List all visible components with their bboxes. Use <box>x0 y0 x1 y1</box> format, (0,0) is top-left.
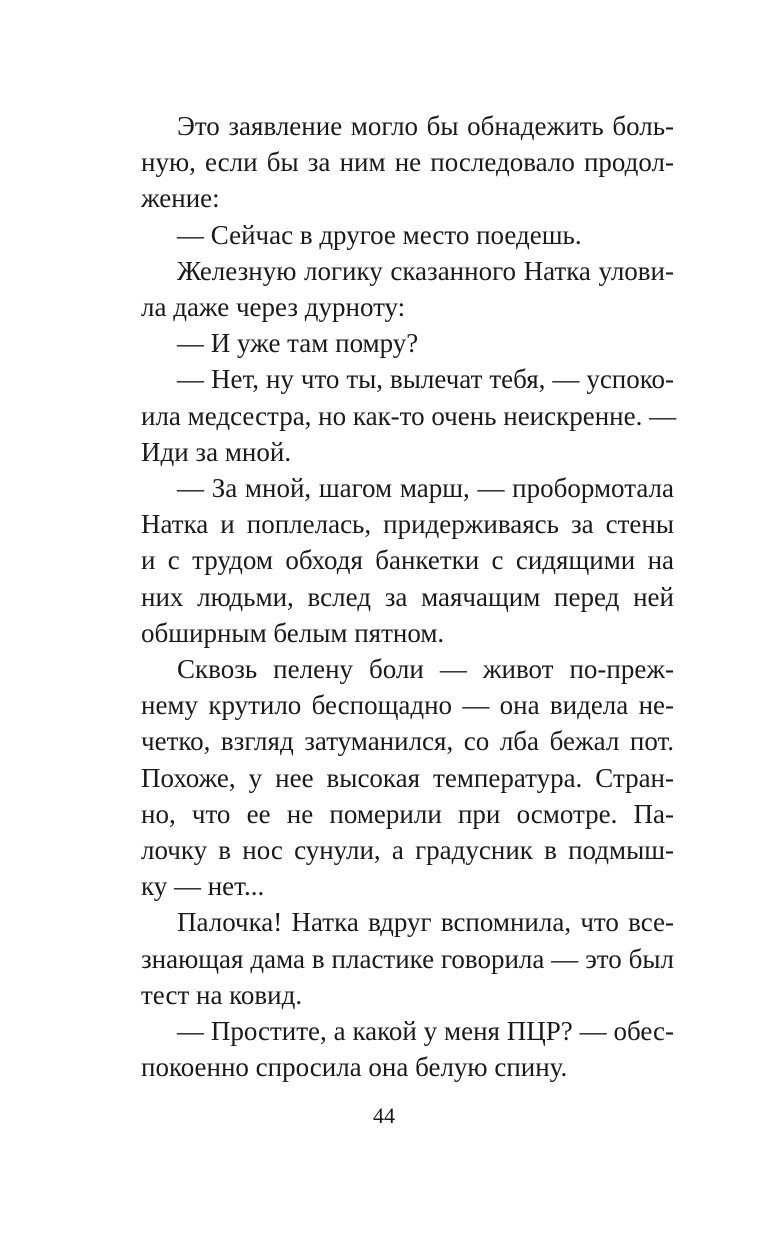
text-line: лочку в нос сунули, а градусник в подмыш- <box>141 835 674 866</box>
book-page-text <box>141 108 677 1085</box>
text-line: нему крутило беспощадно — она видела не- <box>141 690 674 721</box>
text-line: Натка и поплелась, придерживаясь за стены <box>141 509 674 540</box>
paragraph <box>141 253 674 325</box>
page-number: 44 <box>373 1103 395 1128</box>
text-line: — Нет, ну что ты, вылечат тебя, — успоко- <box>177 364 674 395</box>
text-line: ную, если бы за ним не последовало продол- <box>141 147 674 178</box>
text-line: ила медсестра, но как-то очень неискренне. — <box>141 400 677 431</box>
paragraph <box>141 217 674 253</box>
text-line: Сквозь пелену боли — живот по-преж- <box>177 654 674 685</box>
paragraph <box>141 651 674 904</box>
text-line: них людьми, вслед за маячащим перед ней <box>141 581 674 612</box>
paragraph <box>141 325 674 361</box>
paragraph <box>141 361 677 470</box>
text-line: — Сейчас в другое место поедешь. <box>177 219 582 250</box>
text-line: Железную логику сказанного Натка улови- <box>177 255 674 286</box>
text-line: Похоже, у нее высокая температура. Стран- <box>141 762 674 793</box>
text-line: тест на ковид. <box>141 979 303 1010</box>
text-line: обширным белым пятном. <box>141 617 445 648</box>
text-line: ку — нет... <box>141 871 265 902</box>
text-line: — И уже там помру? <box>177 328 419 359</box>
text-line: но, что ее не померили при осмотре. Па- <box>141 798 674 829</box>
text-line: — За мной, шагом марш, — пробормотала <box>177 473 674 504</box>
paragraph <box>141 470 674 651</box>
text-line: — Простите, а какой у меня ПЦР? — обес- <box>177 1016 674 1047</box>
paragraph <box>141 904 674 1013</box>
text-line: четко, взгляд затуманился, со лба бежал пот. <box>141 726 674 757</box>
text-line: Палочка! Натка вдруг вспомнила, что все- <box>177 907 674 938</box>
text-line: жение: <box>141 183 220 214</box>
text-line: Иди за мной. <box>141 436 292 467</box>
text-line: Это заявление могло бы обнадежить боль- <box>177 111 674 141</box>
paragraph <box>141 1013 674 1085</box>
paragraph <box>141 108 674 217</box>
text-line: ла даже через дурноту: <box>141 292 406 323</box>
text-line: покоенно спросила она белую спину. <box>141 1052 568 1083</box>
text-line: и с трудом обходя банкетки с сидящими на <box>141 545 674 576</box>
text-line: знающая дама в пластике говорила — это был <box>141 943 674 974</box>
